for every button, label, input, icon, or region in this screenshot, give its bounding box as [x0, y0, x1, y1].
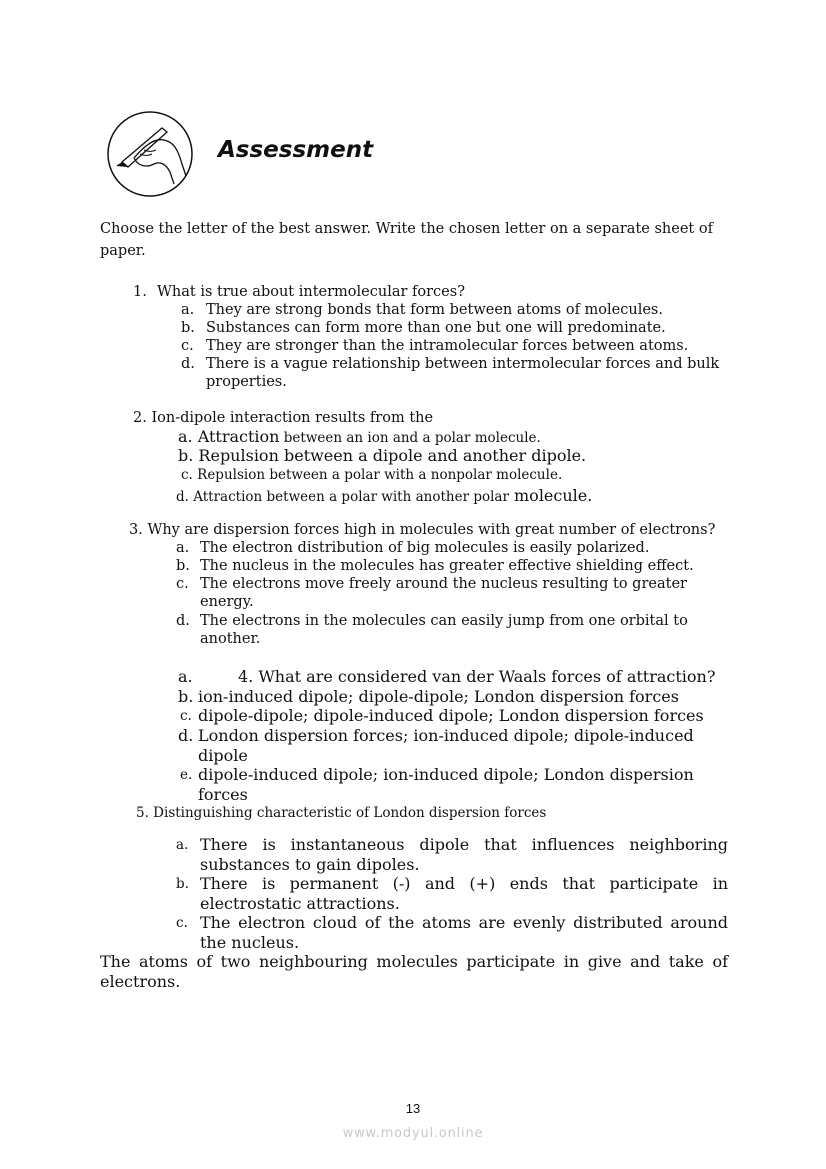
option-letter: d. — [178, 726, 194, 745]
trailing-text: The atoms of two neighbouring molecules participate in give and take of — [100, 952, 728, 971]
option-text-emphasis: molecule. — [508, 486, 593, 505]
option-letter: a. — [181, 302, 195, 318]
page-title: Assessment — [218, 137, 374, 163]
option-letter: c. — [181, 467, 193, 483]
option-text: They are stronger than the intramolecular forces between atoms. — [206, 338, 689, 354]
option-letter: a. — [178, 427, 193, 446]
question-text: 4. What are considered van der Waals forces of attraction? — [238, 667, 716, 686]
option-letter: b. — [176, 876, 189, 892]
question-number: 1. — [133, 284, 147, 300]
option-text: between an ion and a polar molecule. — [279, 430, 541, 446]
option-text: ion-induced dipole; dipole-dipole; London dispersion forces — [198, 687, 679, 706]
option-letter: b. — [181, 320, 195, 336]
option-letter: b. — [178, 687, 194, 706]
option-text: The electrons in the molecules can easily jump from one orbital to — [200, 613, 688, 629]
option-letter: a. — [178, 667, 193, 686]
option-text: Substances can form more than one but one will predominate. — [206, 320, 666, 336]
option-text-emphasis: Attraction — [197, 427, 280, 446]
option-text: dipole-dipole; dipole-induced dipole; London dispersion forces — [198, 706, 704, 725]
option-text-continued: forces — [198, 785, 248, 804]
option-text: There is instantaneous dipole that influences neighboring — [200, 835, 728, 854]
option-text: Repulsion between a polar with a nonpolar molecule. — [197, 467, 563, 483]
question-text: 5. Distinguishing characteristic of London dispersion forces — [136, 805, 547, 821]
hand-writing-icon — [104, 110, 198, 204]
option-text-continued: energy. — [200, 594, 254, 610]
option-c — [181, 467, 562, 483]
option-text-continued: electrostatic attractions. — [200, 894, 400, 913]
option-text: The electron cloud of the atoms are evenly distributed around — [200, 913, 728, 932]
option-letter: d. — [181, 356, 195, 372]
option-letter: c. — [180, 708, 192, 724]
option-text: The electron distribution of big molecules is easily polarized. — [200, 540, 650, 556]
page-number: 13 — [405, 1101, 421, 1116]
watermark: www.modyul.online — [342, 1126, 484, 1141]
option-text-continued: the nucleus. — [200, 933, 300, 952]
option-letter: d. — [176, 489, 189, 505]
option-text-continued: another. — [200, 631, 261, 647]
option-text: There is permanent (-) and (+) ends that participate in — [200, 874, 728, 893]
option-text: Attraction between a polar with another polar — [193, 489, 509, 505]
option-letter: a. — [176, 540, 190, 556]
option-letter: c. — [181, 338, 194, 354]
option-text: The electrons move freely around the nucleus resulting to greater — [200, 576, 687, 592]
option-text: Repulsion between a dipole and another dipole. — [198, 446, 587, 465]
option-text: London dispersion forces; ion-induced dipole; dipole-induced — [198, 726, 694, 745]
option-d — [176, 486, 592, 505]
option-letter: a. — [176, 837, 189, 853]
option-text-continued: dipole — [198, 746, 248, 765]
question-text: 2. Ion-dipole interaction results from the — [133, 410, 434, 426]
option-text: dipole-induced dipole; ion-induced dipole; London dispersion — [198, 765, 694, 784]
option-text: There is a vague relationship between intermolecular forces and bulk — [206, 356, 720, 372]
option-letter: c. — [176, 915, 188, 931]
option-b — [178, 446, 586, 465]
option-text: They are strong bonds that form between atoms of molecules. — [206, 302, 663, 318]
trailing-text-continued: electrons. — [100, 972, 181, 991]
option-text: The nucleus in the molecules has greater effective shielding effect. — [200, 558, 694, 574]
option-letter: b. — [178, 446, 194, 465]
option-text-continued: substances to gain dipoles. — [200, 855, 420, 874]
instructions-line-1: Choose the letter of the best answer. Write the chosen letter on a separate sheet of — [100, 221, 713, 237]
option-text-continued: properties. — [206, 374, 287, 390]
option-letter: e. — [180, 767, 193, 783]
option-letter: c. — [176, 576, 189, 592]
option-letter: b. — [176, 558, 190, 574]
option-a — [178, 427, 541, 446]
option-letter: d. — [176, 613, 190, 629]
question-text: What is true about intermolecular forces? — [157, 284, 465, 300]
instructions-line-2: paper. — [100, 243, 146, 259]
question-text: 3. Why are dispersion forces high in molecules with great number of electrons? — [129, 522, 716, 538]
